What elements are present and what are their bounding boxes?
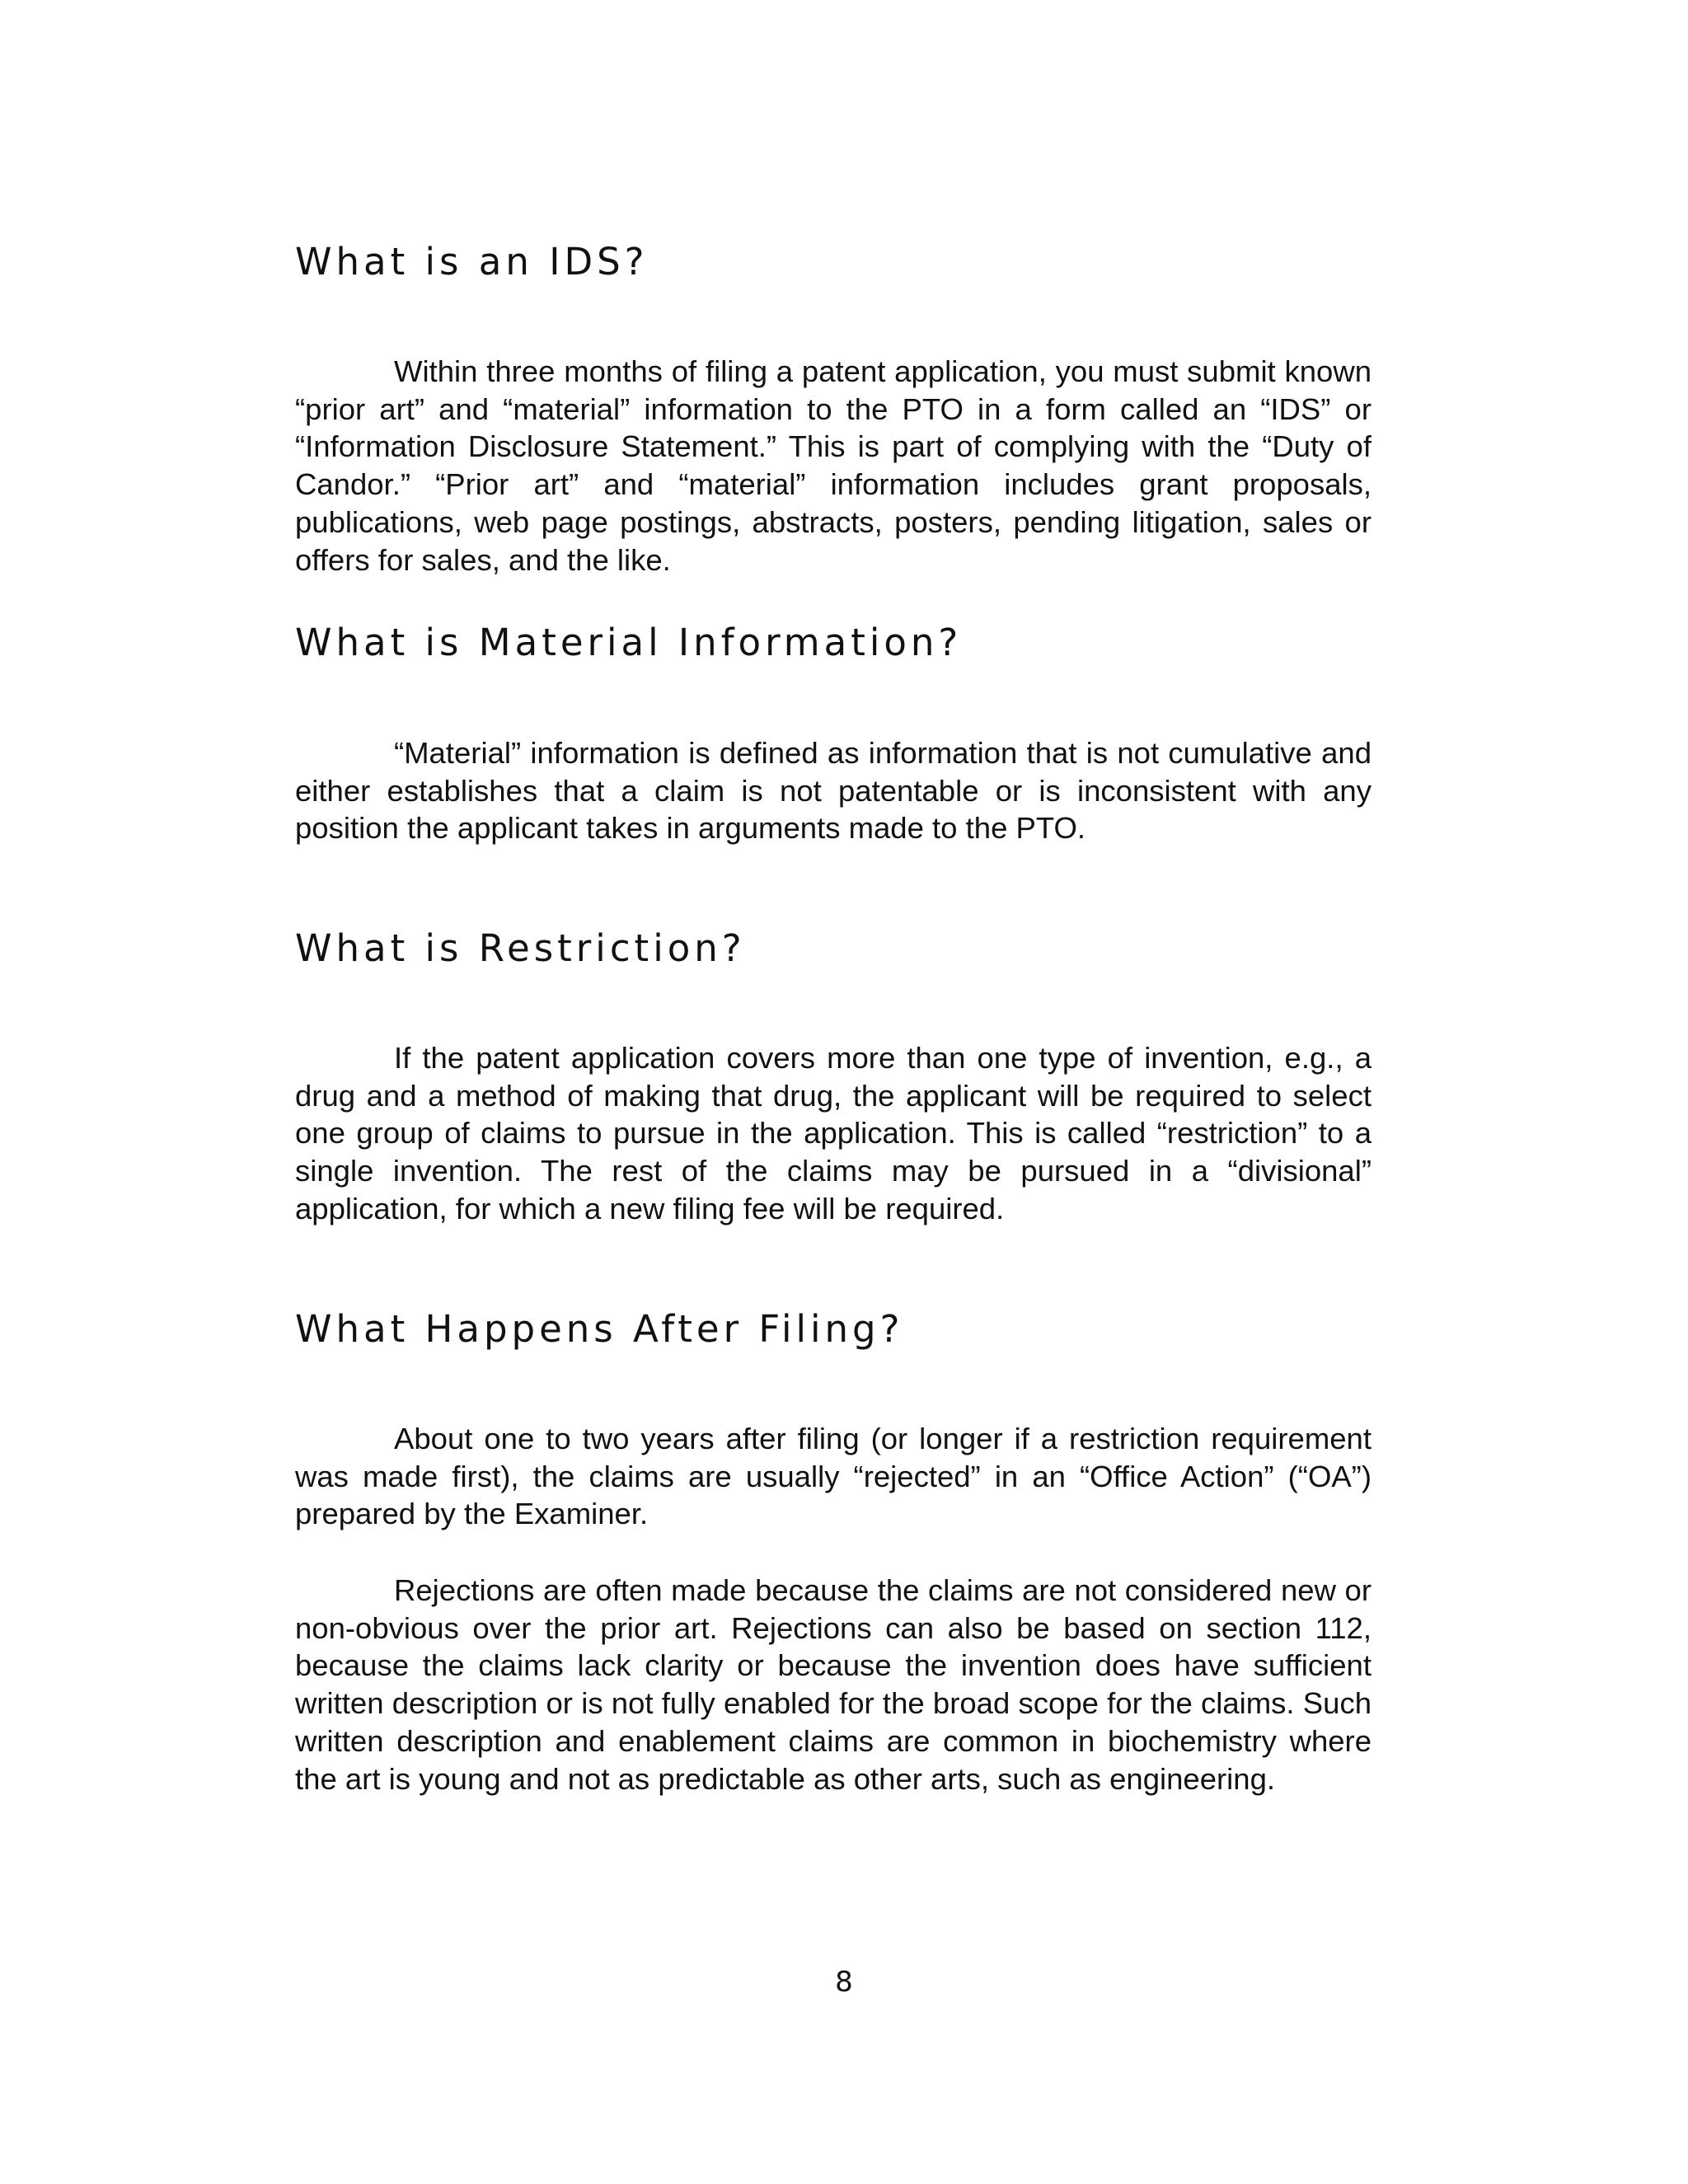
paragraph-rejections: Rejections are often made because the claims are not considered new or non-obvious over the prior art. Rejections can also be based on section 112, because the claims lack clarity or because the invention does have sufficient written description or is not fully enabled for the broad scope for the claims. Such written description and enablement claims are common in biochemistry where the art is young and not as predictable as other arts, such as engineering. xyxy=(295,1573,1372,1796)
heading-restriction: What is Restriction? xyxy=(295,926,746,970)
heading-material-information: What is Material Information? xyxy=(295,621,963,664)
paragraph-ids: Within three months of filing a patent application, you must submit known “prior art” and “material” information to the PTO in a form called an “IDS” or “Information Disclosure Statement.” This is part of complying with the “Duty of Candor.” “Prior art” and “material” information includes grant proposals, publications, web page postings, abstracts, posters, pending litigation, sales or offers for sales, and the like. xyxy=(295,354,1372,577)
heading-after-filing: What Happens After Filing? xyxy=(295,1307,904,1351)
page-number: 8 xyxy=(835,1966,853,1999)
heading-what-is-ids: What is an IDS? xyxy=(295,240,649,284)
paragraph-material-information: “Material” information is defined as information that is not cumulative and either establishes that a claim is not patentable or is inconsistent with any position the applicant takes in arguments made to the PTO. xyxy=(295,736,1372,846)
paragraph-restriction: If the patent application covers more than one type of invention, e.g., a drug and a method of making that drug, the applicant will be required to select one group of claims to pursue in the application. This is called “restriction” to a single invention. The rest of the claims may be pursued in a “divisional” application, for which a new filing fee will be required. xyxy=(295,1041,1372,1226)
paragraph-after-filing: About one to two years after filing (or longer if a restriction requirement was made first), the claims are usually “rejected” in an “Office Action” (“OA”) prepared by the Examiner. xyxy=(295,1422,1372,1531)
